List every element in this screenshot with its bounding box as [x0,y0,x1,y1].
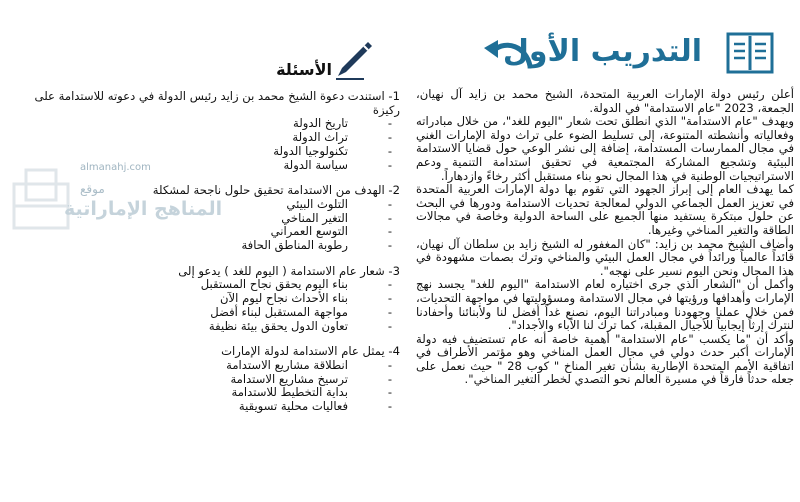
answer-option[interactable]: - التلوث البيئي [15,198,358,212]
answer-option[interactable]: - رطوبة المناطق الحافة [15,239,358,253]
options-list [15,198,400,253]
answer-option[interactable]: - مواجهة المستقبل لبناء أفضل [15,306,358,320]
passage-paragraph: وأضاف الشيخ محمد بن زايد: "كان المغفور له الشيخ زايد بن سلطان آل نهيان، قائداً عالمياً ورائداً في مجال العمل البيئي والمناخي وترك بصمات مشهودة في هذا المجال ونحن اليوم نسير على نهجه". [416,236,794,278]
question-text: 4- يمثل عام الاستدامة لدولة الإمارات [221,344,400,359]
question-item [15,184,400,253]
curved-arrow-icon [480,36,536,78]
exercise-header [410,30,794,80]
passage-paragraph: أعلن رئيس دولة الإمارات العربية المتحدة، الشيخ محمد بن زايد آل نهيان، الجمعة، 2023 "عام الاستدامة" في الدولة. [416,87,794,115]
options-list [15,359,400,414]
watermark-line1: موقع [80,182,105,196]
answer-option[interactable]: - بناء اليوم يحقق نجاح المستقبل [15,278,358,292]
question-text: 1- استندت دعوة الشيخ محمد بن زايد رئيس الدولة في دعوته للاستدامة على ركيزة [34,89,400,117]
question-item [15,265,400,334]
question-text: 2- الهدف من الاستدامة تحقيق حلول ناجحة لمشكلة [152,183,400,198]
answer-option[interactable]: - تكنولوجيا الدولة [15,145,358,159]
pencil-icon [334,40,374,80]
questions-list [15,90,400,414]
questions-title: الأسئلة [276,60,332,79]
question-text: 3- شعار عام الاستدامة ( اليوم للغد ) يدعو إلى [178,263,400,278]
exercise-column [410,0,794,470]
answer-option[interactable]: - تعاون الدول يحقق بيئة نظيفة [15,320,358,334]
answer-option[interactable]: - التوسع العمراني [15,225,358,239]
answer-option[interactable]: - بناء الأحداث نجاح ليوم الآن [15,292,358,306]
watermark-line2: المناهج الإماراتية [64,198,223,220]
options-list [15,278,400,333]
passage-paragraph: وأكمل أن "الشعار الذي جرى اختياره لعام الاستدامة "اليوم للغد" يجسد نهج الإمارات وأهدافها ورؤيتها في مجال الاستدامة ومسؤوليتها في مواجهة التحديات، فمن خلال عملنا وجهودنا ومبادراتنا اليوم، نصنع غداً أفضل لنا ولأبنائنا وأحفادنا لنترك إرثاً إيجابياً للأجيال المقبلة، كما ترك لنا الآباء والأجداد". [416,277,794,333]
answer-option[interactable]: - فعاليات محلية تسويقية [15,400,358,414]
passage-paragraph: وأكد أن "ما يكسب "عام الاستدامة" أهمية خاصة أنه عام تستضيف فيه دولة الإمارات أكبر حدث دولي في مجال العمل المناخي وهو مؤتمر الأطراف في اتفاقية الأمم المتحدة الإطارية بشأن تغير المناخ " كوب 28 " حيث نعمل على جعله حدثاً فارقاً في مسيرة العالم نحو التصدي لخطر التغير المناخي". [416,331,794,387]
questions-column [8,0,404,470]
answer-option[interactable]: - بداية التخطيط للاستدامة [15,386,358,400]
exercise-title: التدريب الأول [502,34,702,69]
questions-header [254,40,374,80]
exercise-passage [416,88,794,387]
answer-option[interactable]: - انطلاقة مشاريع الاستدامة [15,359,358,373]
answer-option[interactable]: - التغير المناخي [15,212,358,226]
passage-paragraph: كما يهدف العام إلى إبراز الجهود التي تقوم بها دولة الإمارات العربية المتحدة في تعزيز العمل الجماعي الدولي لمعالجة تحديات الاستدامة ودورها في البحث عن حلول مبتكرة يستفيد منها الجميع على الساحة الدولية وخاصة في مجالات الطاقة والتغير المناخي وغيرها. [416,182,794,237]
answer-option[interactable]: - تاريخ الدولة [15,117,358,131]
watermark-site: almanahj.com [80,162,151,173]
question-item [15,345,400,414]
answer-option[interactable]: - سياسة الدولة [15,159,358,173]
answer-option[interactable]: - ترسيخ مشاريع الاستدامة [15,373,358,387]
options-list [15,117,400,172]
passage-paragraph: ويهدف "عام الاستدامة" الذي انطلق تحت شعار "اليوم للغد"، من خلال مبادراته وفعالياته وأنشطته المتنوعة، إلى تسليط الضوء على تراث دولة الإمارات الغني في مجال الممارسات المستدامة، إضافة إلى نشر الوعي حول قضايا الاستدامة البيئية وتشجيع المشاركة المجتمعية في تحقيق استدامة التنمية ودعم الاستراتيجيات الوطنية في هذا المجال نحو بناء مستقبل أكثر رخاءً وازدهاراً. [416,114,794,183]
open-book-icon [726,32,774,74]
answer-option[interactable]: - تراث الدولة [15,131,358,145]
question-item [15,90,400,172]
